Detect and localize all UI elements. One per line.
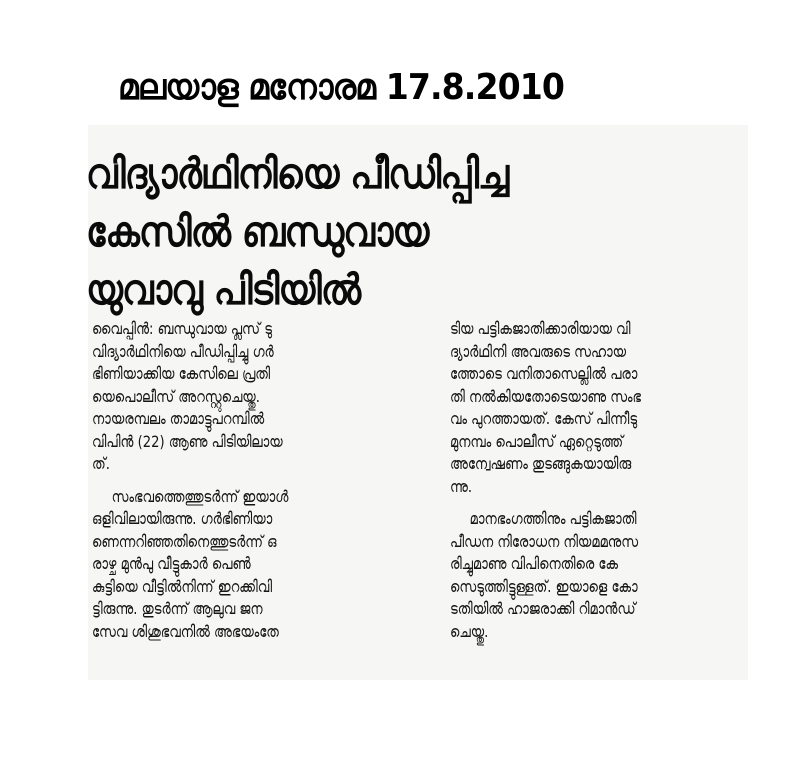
body-line: വിപിൻ (22) ആണു പിടിയിലായ bbox=[92, 431, 283, 451]
body-line: സെടുത്തിട്ടുള്ളത്. ഇയാളെ കോ bbox=[450, 576, 638, 596]
body-line: വം പുറത്തായത്. കേസ് പിന്നീടു bbox=[450, 409, 638, 428]
article-column-right bbox=[450, 318, 780, 643]
body-line: ത്. bbox=[92, 454, 110, 473]
newspaper-source-date: മലയാള മനോരമ 17.8.2010 bbox=[118, 67, 564, 108]
headline-line: കേസിൽ ബന്ധുവായ bbox=[86, 207, 429, 256]
body-line: യെപൊലീസ് അറസ്റ്റുചെയ്തു. bbox=[92, 386, 260, 406]
body-line: ണെന്നറിഞ്ഞതിനെത്തുടർന്ന് ഒ bbox=[92, 531, 277, 551]
body-line: മുനമ്പം പൊലീസ് ഏറ്റെടുത്ത് bbox=[450, 431, 624, 451]
paragraph-gap bbox=[92, 476, 422, 486]
body-line: ട്ടിരുന്നു. തുടർന്ന് ആലുവ ജന bbox=[92, 599, 263, 618]
headline-line: യുവാവു പിടിയിൽ bbox=[86, 265, 361, 314]
body-line: നായരമ്പലം താമാട്ടുപറമ്പിൽ bbox=[92, 409, 265, 428]
paragraph-gap bbox=[450, 498, 780, 508]
body-line: ചെയ്തു. bbox=[450, 621, 489, 641]
article-column-left bbox=[92, 318, 422, 643]
body-line: ടതിയിൽ ഹാജരാക്കി റിമാൻഡ് bbox=[450, 599, 636, 618]
body-line: വൈപ്പിൻ: ബന്ധുവായ പ്ലസ് ടു bbox=[92, 319, 272, 338]
body-line: സംഭവത്തെത്തുടർന്ന് ഇയാൾ bbox=[111, 486, 289, 506]
body-line: സേവ ശിശുഭവനിൽ അഭയംതേ bbox=[92, 621, 279, 641]
body-line: പീഡന നിരോധന നിയമമനുസ bbox=[450, 531, 639, 551]
body-line: ദ്യാർഥിനി അവരുടെ സഹായ bbox=[450, 341, 627, 361]
body-line: മാനഭംഗത്തിനും പട്ടികജാതി bbox=[469, 509, 637, 528]
body-line: ന്നു. bbox=[450, 476, 473, 496]
body-line: രാഴ്ച മുൻപു വീട്ടുകാർ പെൺ bbox=[92, 554, 251, 573]
body-line: അന്വേഷണം തുടങ്ങുകയായിരു bbox=[450, 454, 632, 473]
article-headline bbox=[86, 145, 646, 319]
headline-line: വിദ്യാർഥിനിയെ പീഡിപ്പിച്ച bbox=[86, 149, 509, 198]
body-line: ത്തോടെ വനിതാസെല്ലിൽ പരാ bbox=[450, 364, 638, 383]
body-line: ഭിണിയാക്കിയ കേസിലെ പ്രതി bbox=[92, 364, 271, 383]
body-line: വിദ്യാർഥിനിയെ പീഡിപ്പിച്ചു ഗർ bbox=[92, 341, 274, 361]
body-line: രിച്ചുമാണു വിപിനെതിരെ കേ bbox=[450, 554, 618, 573]
body-line: ഒളിവിലായിരുന്നു. ഗർഭിണിയാ bbox=[92, 509, 273, 528]
body-line: തി നൽകിയതോടെയാണു സംഭ bbox=[450, 386, 642, 406]
body-line: കുട്ടിയെ വീട്ടിൽനിന്ന് ഇറക്കിവി bbox=[92, 576, 273, 596]
body-line: ടിയ പട്ടികജാതിക്കാരിയായ വി bbox=[450, 319, 631, 338]
